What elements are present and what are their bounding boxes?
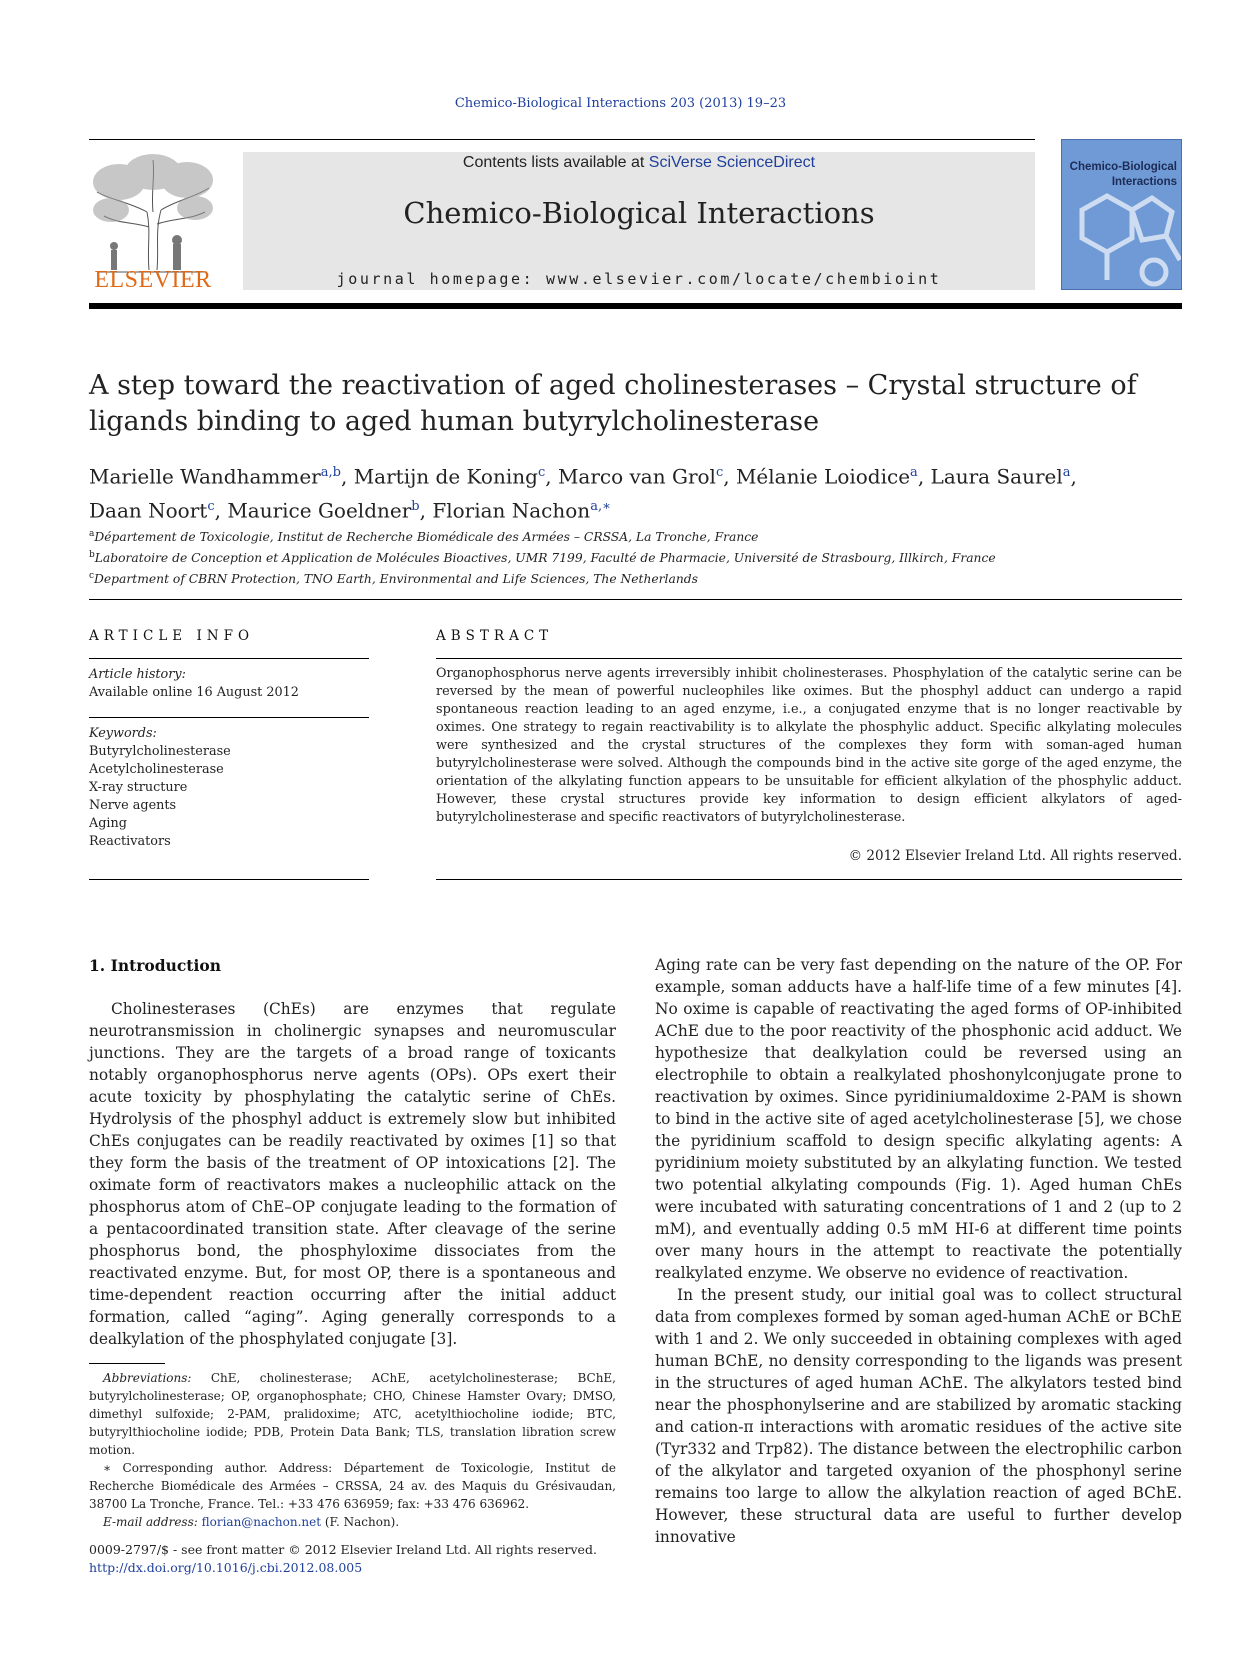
affiliation-text: Département de Toxicologie, Institut de Recherche Biomédicale des Armées – CRSSA, La Tronche, France [94,530,759,545]
keywords-label: Keywords: [89,726,157,741]
author-separator: , [1070,464,1077,489]
sciencedirect-link[interactable]: SciVerse ScienceDirect [648,154,816,171]
intro-right-column [655,954,1182,1548]
footnote-rule [89,1363,165,1364]
affiliation-mark: b [89,550,95,561]
email-link[interactable]: florian@nachon.net [201,1515,322,1529]
keyword-item: Reactivators [89,834,171,849]
keyword-item: Nerve agents [89,798,177,813]
affiliation-text: Laboratoire de Conception et Application de Molécules Bioactives, UMR 7199, Faculté de Pharmacie, Université de Strasbourg, Illkirch, France [94,551,996,566]
author-affiliation-mark[interactable]: b [411,498,420,514]
author-separator: , [419,498,433,523]
author-name[interactable]: Florian Nachon [432,498,591,523]
author-separator: , [214,498,228,523]
author-line-1 [89,458,1182,492]
abbreviations-footnote [89,1369,616,1459]
article-history [89,666,369,702]
contents-prefix: Contents lists available at [462,154,649,171]
history-value: Available online 16 August 2012 [89,685,299,700]
footnotes [89,1369,616,1531]
article-title-line2: ligands binding to aged human butyrylcholinesterase [89,406,820,437]
journal-cover-image [1061,139,1182,290]
intro-left-column [89,998,616,1350]
cover-title-line1: Chemico-Biological [1069,161,1177,173]
journal-homepage[interactable]: journal homepage: www.elsevier.com/locate/chembioint [336,270,942,288]
section-heading-introduction: 1. Introduction [89,956,221,975]
elsevier-wordmark: ELSEVIER [94,267,212,293]
article-info-rule [89,658,369,659]
author-affiliation-mark[interactable]: c [715,465,724,480]
author-affiliation-mark[interactable]: a [910,465,918,480]
history-label: Article history: [89,667,186,682]
keyword-item: Aging [89,816,127,831]
author-name[interactable]: Maurice Goeldner [227,498,412,523]
doi-link[interactable]: http://dx.doi.org/10.1016/j.cbi.2012.08.005 [89,1560,363,1575]
contents-line [243,154,1035,172]
affiliation-list [89,525,1182,588]
author-name[interactable]: Daan Noort [89,498,208,523]
article-info-heading: ARTICLE INFO [89,628,255,644]
author-name[interactable]: Laura Saurel [930,464,1063,489]
author-affiliation-mark[interactable]: a,∗ [590,498,611,514]
article-info-bottom-rule [89,879,369,880]
author-separator: , [723,464,736,489]
affiliation-item [89,525,1182,546]
affiliation-text: Department of CBRN Protection, TNO Earth, Environmental and Life Sciences, The Netherlands [94,572,698,587]
abstract-heading: ABSTRACT [436,628,554,644]
affiliation-divider [89,599,1182,600]
intro-paragraph: Aging rate can be very fast depending on the nature of the OP. For example, soman adducts have a half-life time of a few minutes [4]. No oxime is capable of reactivating the aged forms of OP-inhibited AChE due to the poor reactivity of the phosphonic acid adduct. We hypothesize that dealkylation could be reversed using an electrophile to obtain a realkylated phoshonylconjugate prone to reactivation by oximes. Since pyridiniumaldoxime 2-PAM is shown to bind in the active site of aged acetylcholinesterase [5], we chose the pyridinium scaffold to design specific alkylating agents: A pyridinium moiety substituted by an alkylating function. We tested two potential alkylating compounds (Fig. 1). Aged human ChEs were incubated with saturating concentrations of 1 and 2 (up to 2 mM), and eventually adding 0.5 mM HI-6 at different time points over many hours in the attempt to reactivate the potentially realkylated enzyme. We observe no evidence of reactivation. [655,956,1182,1282]
header-thick-rule [89,303,1182,309]
keyword-item: Acetylcholinesterase [89,762,224,777]
cover-title-line2: Interactions [1111,176,1177,188]
author-name[interactable]: Martijn de Koning [353,464,538,489]
imprint [89,1541,597,1577]
affiliation-mark: c [89,571,95,582]
author-separator: , [340,464,354,489]
author-affiliation-mark[interactable]: c [207,498,215,514]
author-list [89,458,1182,525]
cover-title [1070,160,1177,190]
author-separator: , [545,464,558,489]
author-name[interactable]: Marco van Grol [557,464,716,489]
abbreviations-text: ChE, cholinesterase; AChE, acetylcholinesterase; BChE, butyrylcholinesterase; OP, organophosphate; CHO, Chinese Hamster Ovary; DMSO, dimethyl sulfoxide; 2-PAM, pralidoxime; ATC, acetylthiocholine iodide; BTC, butyrylthiocholine iodide; PDB, Protein Data Bank; TLS, translation libration screw motion. [89,1371,616,1457]
abstract-text: Organophosphorus nerve agents irreversibly inhibit cholinesterases. Phosphylation of the catalytic serine can be reversed by the mean of powerful nucleophiles like oximes. But the phosphyl adduct can undergo a rapid spontaneous reaction leading to an aged enzyme, i.e., a conjugated enzyme that is no longer reactivable by oximes. One strategy to regain reactivability is to alkylate the phosphylic adduct. Specific alkylating molecules were synthesized and the crystal structures of the complexes they form with soman-aged human butyrylcholinesterase were solved. Although the compounds bind in the active site gorge of the aged enzyme, the orientation of the alkylating function appears to be unsuitable for efficient alkylation of the phosphylic adduct. However, these crystal structures provide key information to design efficient alkylators of aged-butyrylcholinesterase and specific reactivators of butyrylcholinesterase. [436,666,1182,825]
keyword-item: Butyrylcholinesterase [89,744,231,759]
intro-paragraph: In the present study, our initial goal was to collect structural data from complexes formed by soman aged-human AChE or BChE with 1 and 2. We only succeeded in obtaining complexes with aged human BChE, no density corresponding to the ligands was present in the structures of aged human AChE. The alkylators tested bind near the phosphonylserine and are stabilized by aromatic stacking and cation-π interactions with aromatic residues of the active site (Tyr332 and Trp82). The distance between the electrophilic carbon of the alkylator and targeted oxyanion of the phosphonyl serine remains too large to allow the alkylation reaction of aged BChE. However, these structural data are useful to further develop innovative [655,1286,1182,1546]
corresponding-author-footnote: ∗ Corresponding author. Address: Département de Toxicologie, Institut de Recherche Biomédicale des Armées – CRSSA, 24 av. des Maquis du Grésivaudan, 38700 La Tronche, France. Tel.: +33 476 636959; fax: +33 476 636962. [89,1461,616,1511]
abstract-rule [436,658,1182,659]
affiliation-mark: a [89,529,95,539]
author-affiliation-mark[interactable]: a [1062,465,1071,480]
author-separator: , [917,464,931,489]
affiliation-item [89,546,1182,567]
author-affiliation-mark[interactable]: c [537,465,546,480]
author-name[interactable]: Mélanie Loiodice [735,464,911,489]
header-top-rule [89,139,1035,140]
author-affiliation-mark[interactable]: a,b [320,465,341,480]
issn-line: 0009-2797/$ - see front matter © 2012 Elsevier Ireland Ltd. All rights reserved. [89,1542,597,1557]
affiliation-item [89,567,1182,588]
keywords-rule [89,717,369,718]
abstract-bottom-rule [436,879,1182,880]
abbreviations-label: Abbreviations: [103,1371,192,1385]
article-title-line1: A step toward the reactivation of aged cholinesterases – Crystal structure of [89,370,1137,401]
intro-paragraph: Cholinesterases (ChEs) are enzymes that regulate neurotransmission in cholinergic synapses and neuromuscular junctions. They are the targets of a broad range of toxicants notably organophosphorus nerve agents (OPs). OPs exert their acute toxicity by phosphylating the catalytic serine of ChEs. Hydrolysis of the phosphyl adduct is extremely slow but inhibited ChEs conjugates can be readily reactivated by oximes [1] so that they form the basis of the treatment of OP intoxications [2]. The oximate form of reactivators makes a nucleophilic attack on the phosphorus atom of ChE–OP conjugate leading to the formation of a pentacoordinated transition state. After cleavage of the serine phosphorus bond, the phosphyloxime dissociates from the reactivated enzyme. But, for most OP, there is a spontaneous and time-dependent reaction occurring after the initial adduct formation, called “aging”. Aging generally corresponds to a dealkylation of the phosphylated conjugate [3]. [89,1000,616,1348]
keywords-block [89,725,369,851]
author-name[interactable]: Marielle Wandhammer [89,464,321,489]
keyword-item: X-ray structure [89,780,188,795]
abstract-copyright: © 2012 Elsevier Ireland Ltd. All rights reserved. [848,848,1182,864]
email-label: E-mail address: [103,1515,198,1529]
email-footnote [89,1513,616,1531]
author-line-2 [89,492,1182,526]
journal-citation[interactable]: Chemico-Biological Interactions 203 (2013) 19–23 [454,96,787,111]
article-title [89,368,1182,440]
email-suffix: (F. Nachon). [321,1515,400,1529]
journal-title: Chemico-Biological Interactions [403,196,875,230]
